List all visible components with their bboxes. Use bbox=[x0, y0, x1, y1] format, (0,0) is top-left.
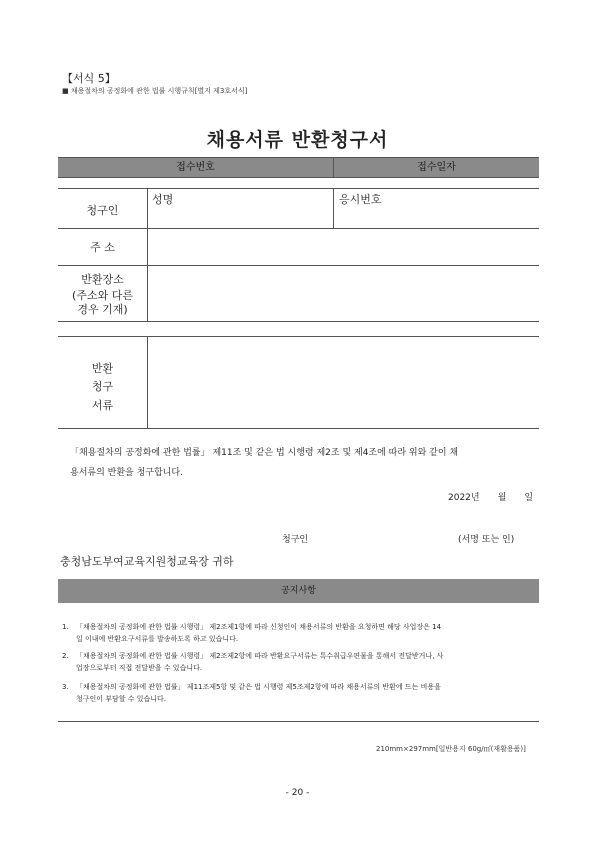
notice-text: 「채용절차의 공정화에 관한 법률 시행령」 제2조제2항에 따라 반환요구서류는 특수취급우편물을 통해서 전달받거나, 사 bbox=[76, 652, 444, 660]
exam-number-label: 응시번호 bbox=[339, 193, 382, 206]
table-line bbox=[58, 428, 539, 429]
documents-label: 반환 bbox=[91, 362, 114, 375]
return-place-label: 반환장소 bbox=[81, 273, 124, 286]
name-column-divider bbox=[333, 188, 334, 228]
paper-spec: 210mm×297mm[일반용지 60g/㎡(재활용품)] bbox=[376, 745, 526, 753]
notice-number: 1. bbox=[62, 623, 69, 631]
name-field[interactable] bbox=[152, 206, 328, 224]
address-field[interactable] bbox=[150, 231, 536, 262]
notice-item bbox=[62, 650, 540, 674]
address-label: 주 소 bbox=[90, 241, 115, 254]
notice-number: 3. bbox=[62, 683, 69, 691]
notice-item bbox=[62, 621, 540, 645]
table-line bbox=[58, 177, 539, 178]
table-line bbox=[58, 188, 539, 189]
declaration bbox=[70, 443, 540, 483]
claimant-label: 청구인 bbox=[86, 204, 119, 217]
exam-number-field[interactable] bbox=[339, 206, 535, 224]
declaration-line: 「채용절차의 공정화에 관한 법률」 제11조 및 같은 법 시행령 제2조 및 제4조에 따라 위와 같이 채 bbox=[70, 448, 459, 458]
date-line bbox=[448, 490, 533, 503]
name-label: 성명 bbox=[152, 193, 174, 206]
recipient: 충청남도부여교육지원청교육장 귀하 bbox=[60, 555, 234, 568]
page-number: - 20 - bbox=[285, 788, 310, 798]
declaration-line: 용서류의 반환을 청구합니다. bbox=[70, 468, 183, 478]
documents-column-divider bbox=[147, 336, 148, 428]
table-line bbox=[58, 336, 539, 337]
date-month: 월 bbox=[497, 493, 507, 503]
documents-label: 서류 bbox=[91, 399, 114, 412]
label-column-divider bbox=[147, 188, 148, 321]
notice-text: 「채용절차의 공정화에 관한 법률」 제11조제5항 및 같은 법 시행령 제5조제2항에 따라 채용서류의 반환에 드는 비용을 bbox=[76, 683, 441, 691]
date-year: 2022년 bbox=[448, 493, 480, 503]
date-day: 일 bbox=[524, 493, 534, 503]
form-number: 【서식 5】 bbox=[62, 72, 116, 85]
return-place-field[interactable] bbox=[150, 268, 536, 318]
notice-text: 청구인이 부담할 수 있습니다. bbox=[76, 695, 167, 703]
table-line bbox=[58, 321, 539, 322]
documents-field[interactable] bbox=[150, 339, 536, 425]
receipt-header-row bbox=[58, 157, 539, 178]
receipt-date-label: 접수일자 bbox=[417, 162, 456, 173]
notice-item bbox=[62, 681, 540, 705]
documents-label: 청구 bbox=[91, 380, 114, 393]
notice-title: 공지사항 bbox=[58, 579, 539, 603]
receipt-number-label: 접수번호 bbox=[176, 162, 215, 173]
return-place-label: 경우 기재) bbox=[77, 303, 128, 316]
notice-text: 일 이내에 반환요구서류를 발송하도록 하고 있습니다. bbox=[76, 635, 239, 643]
notice-text: 「채용절차의 공정화에 관한 법률 시행령」 제2조제1항에 따라 신청인이 채용서류의 반환을 요청하면 해당 사업장은 14 bbox=[76, 623, 442, 631]
table-line bbox=[58, 265, 539, 266]
signature-claimant-label: 청구인 bbox=[282, 535, 309, 545]
signature-note: (서명 또는 인) bbox=[458, 535, 515, 545]
document-title: 채용서류 반환청구서 bbox=[206, 129, 389, 151]
notice-number: 2. bbox=[62, 652, 69, 660]
return-place-label: (주소와 다른 bbox=[72, 289, 133, 302]
table-line bbox=[58, 228, 539, 229]
notice-bottom-line bbox=[58, 721, 539, 722]
form-basis: ■ 채용절차의 공정화에 관한 법률 시행규칙[별지 제3호서식] bbox=[62, 87, 248, 95]
notice-text: 업장으로부터 직접 전달받을 수 있습니다. bbox=[76, 664, 203, 672]
